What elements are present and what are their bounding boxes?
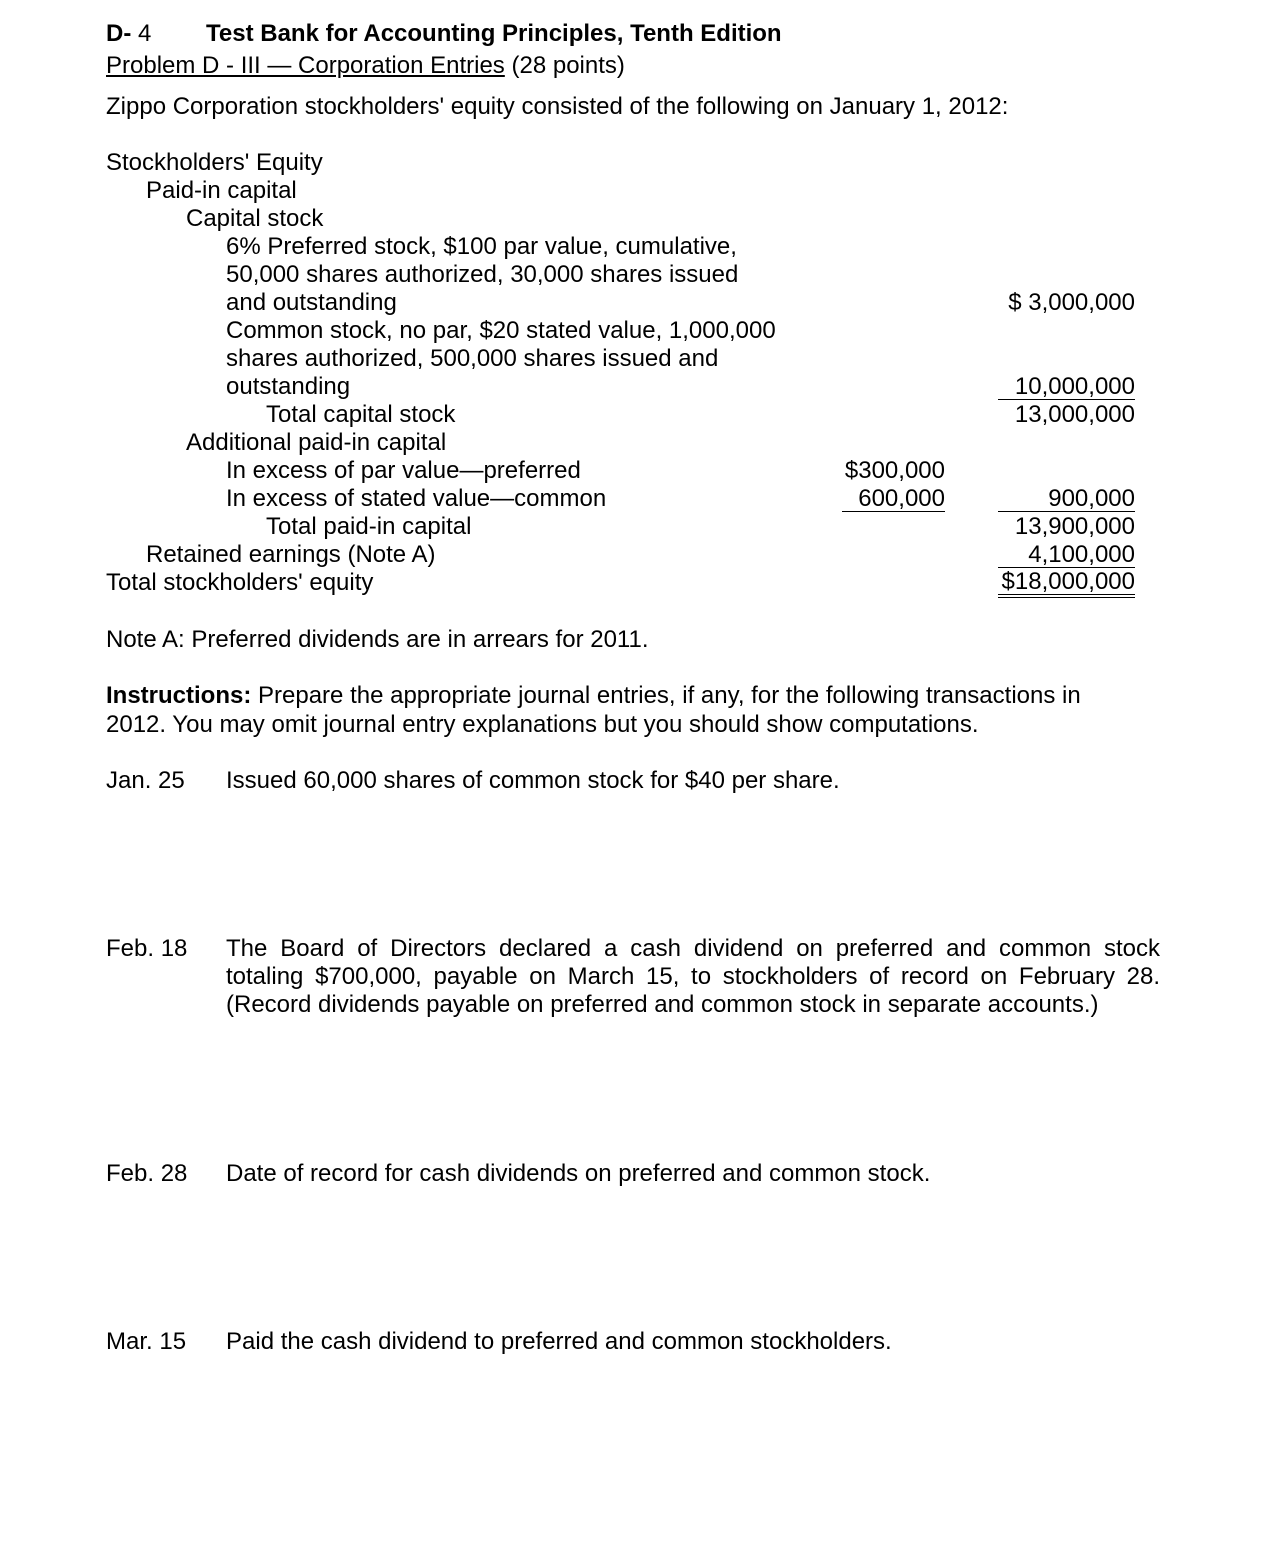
note-a: Note A: Preferred dividends are in arrears for 2011. (106, 626, 649, 653)
page-number-value: 4 (138, 20, 152, 47)
excess-common-amount: 600,000 (842, 486, 945, 512)
total-paid-in-amount: 13,900,000 (1014, 513, 1135, 540)
preferred-line-2: 50,000 shares authorized, 30,000 shares issued (226, 261, 739, 288)
preferred-line-3: and outstanding (226, 289, 397, 316)
problem-heading (106, 52, 625, 80)
excess-preferred-amount: $300,000 (844, 457, 945, 484)
page-number (106, 20, 151, 48)
transaction-text: Issued 60,000 shares of common stock for $40 per share. (226, 767, 840, 794)
instructions-line-1 (106, 682, 1081, 710)
additional-paid-in-label: Additional paid-in capital (186, 429, 447, 456)
total-equity-label: Total stockholders' equity (106, 569, 374, 596)
preferred-line-1: 6% Preferred stock, $100 par value, cumulative, (226, 233, 737, 260)
retained-earnings-amount: 4,100,000 (998, 542, 1135, 568)
total-equity-amount: $18,000,000 (998, 570, 1135, 598)
intro-text: Zippo Corporation stockholders' equity consisted of the following on January 1, 2012: (106, 93, 1009, 120)
common-amount: 10,000,000 (998, 374, 1135, 400)
transaction-text: Date of record for cash dividends on preferred and common stock. (226, 1160, 931, 1187)
total-paid-in-label: Total paid-in capital (266, 513, 472, 540)
common-line-1: Common stock, no par, $20 stated value, 1,000,000 (226, 317, 776, 344)
instructions-line-2: 2012. You may omit journal entry explanations but you should show computations. (106, 711, 979, 738)
instructions-label: Instructions: (106, 682, 252, 709)
instructions-text-1: Prepare the appropriate journal entries, if any, for the following transactions in (251, 682, 1081, 709)
additional-total-amount: 900,000 (998, 486, 1135, 512)
paid-in-capital-label: Paid-in capital (146, 177, 297, 204)
problem-points: (28 points) (511, 52, 625, 79)
common-line-3: outstanding (226, 373, 351, 400)
transaction-date: Feb. 28 (106, 1160, 188, 1187)
transaction-date: Feb. 18 (106, 935, 188, 962)
equity-heading: Stockholders' Equity (106, 149, 323, 176)
total-capital-stock-label: Total capital stock (266, 401, 456, 428)
excess-preferred-label: In excess of par value—preferred (226, 457, 581, 484)
common-line-2: shares authorized, 500,000 shares issued and (226, 345, 719, 372)
preferred-amount: $ 3,000,000 (1008, 289, 1135, 316)
total-capital-stock-amount: 13,000,000 (1014, 401, 1135, 428)
excess-common-label: In excess of stated value—common (226, 485, 607, 512)
book-title: Test Bank for Accounting Principles, Tenth Edition (206, 20, 782, 47)
transaction-text: Paid the cash dividend to preferred and common stockholders. (226, 1328, 892, 1355)
retained-earnings-label: Retained earnings (Note A) (146, 541, 436, 568)
problem-title: Problem D - III — Corporation Entries (106, 52, 505, 79)
transaction-date: Mar. 15 (106, 1328, 187, 1355)
capital-stock-label: Capital stock (186, 205, 324, 232)
transaction-text: The Board of Directors declared a cash dividend on preferred and common stock totaling $700,000, payable on March 15, to stockholders of record on February 28. (Record dividends payable on preferred and common stock in separate accounts.) (226, 935, 1160, 1018)
page-label: D- (106, 20, 132, 47)
transaction-date: Jan. 25 (106, 767, 185, 794)
